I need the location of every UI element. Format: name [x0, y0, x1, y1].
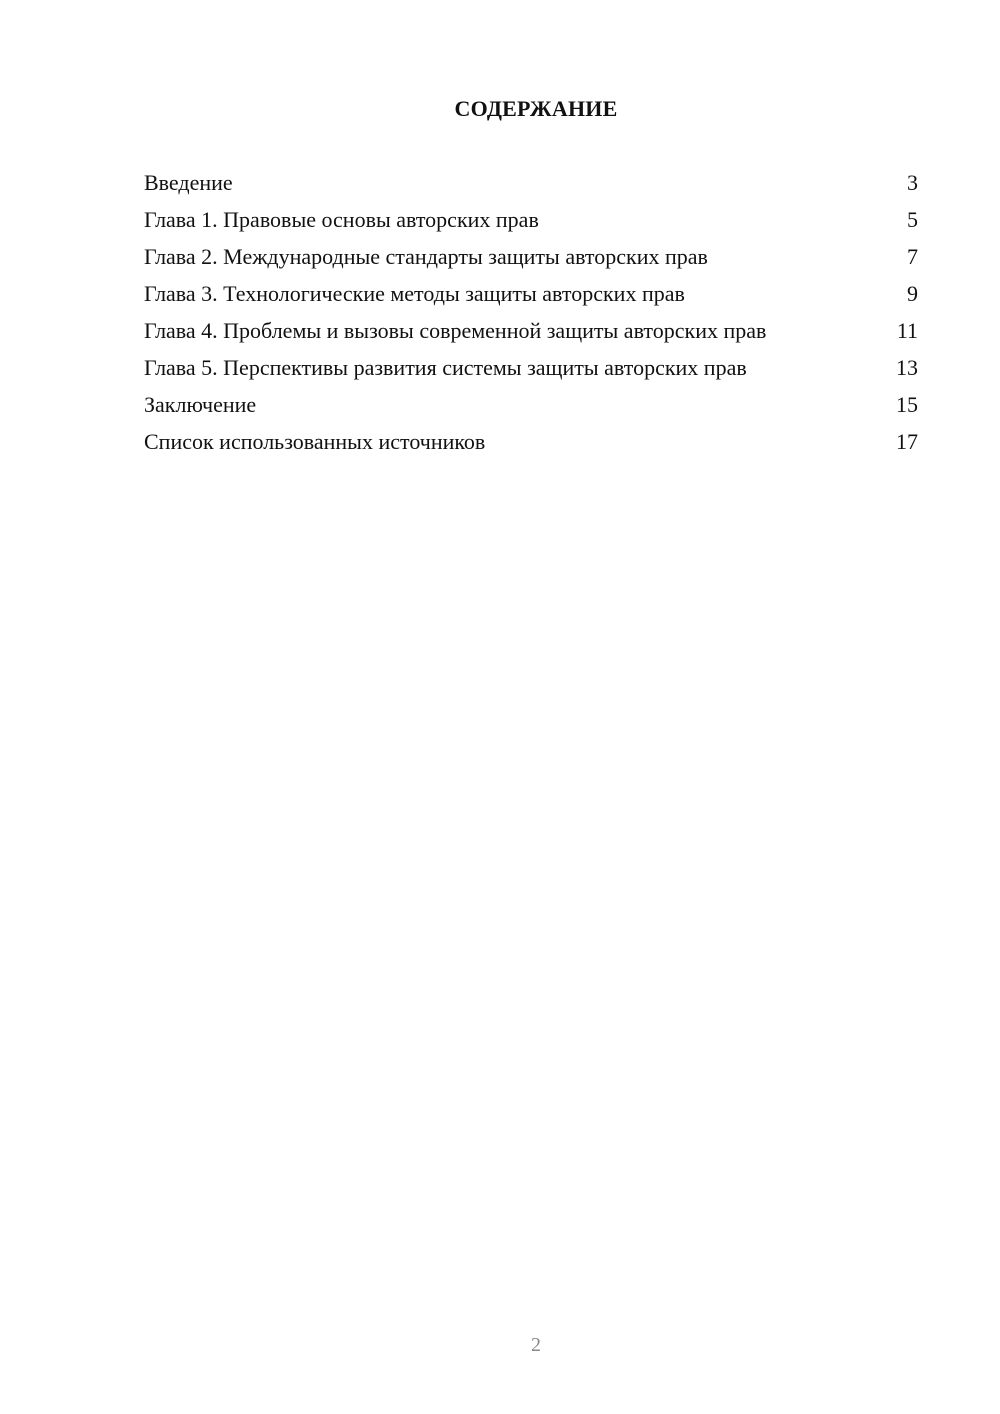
toc-entry-text: Введение [144, 170, 233, 195]
toc-entry-introduction[interactable] [144, 170, 918, 196]
page-title: СОДЕРЖАНИЕ [454, 96, 618, 121]
toc-entry-page: 13 [896, 355, 918, 380]
toc-entry-page: 9 [907, 281, 918, 306]
toc-entry-chapter-2[interactable] [144, 244, 918, 270]
toc-entry-chapter-3[interactable] [144, 281, 918, 307]
toc-entry-text: Заключение [144, 392, 257, 417]
toc-entry-page: 17 [896, 429, 918, 454]
page-number: 2 [531, 1334, 541, 1356]
toc-entry-text: Глава 1. Правовые основы авторских прав [144, 207, 539, 232]
toc-entry-text: Глава 5. Перспективы развития системы защиты авторских прав [144, 355, 747, 380]
toc-entry-chapter-1[interactable] [144, 207, 918, 233]
toc-entry-page: 3 [907, 170, 918, 195]
toc-entry-page: 7 [907, 244, 918, 269]
toc-entry-chapter-5[interactable] [144, 355, 918, 381]
toc-entry-conclusion[interactable] [144, 392, 918, 418]
toc-entry-text: Список использованных источников [144, 429, 486, 454]
toc-entry-references[interactable] [144, 429, 918, 455]
toc-entry-page: 15 [896, 392, 918, 417]
toc-entry-chapter-4[interactable] [144, 318, 918, 344]
toc-entry-page: 11 [896, 318, 918, 343]
toc-entry-text: Глава 2. Международные стандарты защиты авторских прав [144, 244, 708, 269]
toc-entry-text: Глава 3. Технологические методы защиты авторских прав [144, 281, 685, 306]
toc-entry-page: 5 [907, 207, 918, 232]
toc-entry-text: Глава 4. Проблемы и вызовы современной защиты авторских прав [144, 318, 767, 343]
table-of-contents [144, 170, 918, 466]
